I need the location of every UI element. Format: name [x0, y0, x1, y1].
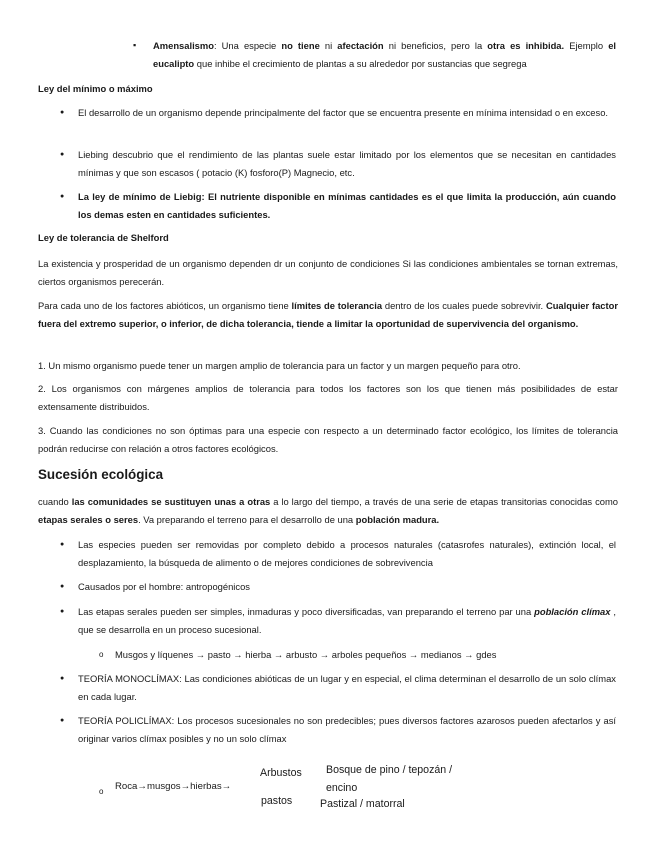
- text-run: Para cada uno de los factores abióticos, un organismo tiene: [38, 300, 292, 311]
- amensalismo-item: [153, 37, 616, 72]
- sucesion-item-3: [78, 603, 616, 638]
- succession-bosque: Bosque de pino / tepozán / encino: [326, 764, 453, 794]
- sucesion-item-1: Las especies pueden ser removidas por completo debido a procesos naturales (catasrofes naturales), extinción local, el desplazamiento, la búsqueda de alimento o de mejores condiciones de sobrevivencia: [78, 539, 616, 568]
- dot-bullet-icon: ●: [60, 583, 65, 590]
- text-run: no tiene: [281, 40, 320, 51]
- dot-bullet-icon: ●: [60, 109, 65, 116]
- circle-bullet-icon: o: [99, 650, 104, 659]
- text-run: : Una especie: [213, 40, 282, 51]
- dot-bullet-icon: ●: [60, 675, 65, 682]
- text-run: las comunidades se sustituyen unas a otras: [71, 496, 271, 507]
- text-run: que inhibe el crecimiento de plantas a su alrededor por sustancias que segrega: [194, 57, 527, 69]
- text-run: otra es inhibida.: [487, 40, 565, 51]
- succession-arbustos: Arbustos: [260, 767, 302, 779]
- heading-sucesion: Sucesión ecológica: [38, 467, 164, 482]
- sucesion-item-4: TEORÍA MONOCLÍMAX: Las condiciones abióticas de un lugar y en especial, el clima determinan el desarrollo de un solo clímax en cada lugar.: [78, 673, 616, 702]
- minimo-item-1: El desarrollo de un organismo depende principalmente del factor que se encuentra presente en mínima intensidad o en exceso.: [78, 107, 609, 118]
- text-run: etapas serales o seres: [38, 513, 139, 525]
- circle-bullet-icon: o: [99, 787, 104, 796]
- heading-ley-minimo: Ley del mínimo o máximo: [38, 83, 153, 94]
- minimo-item-3: La ley de mínimo de Liebig: El nutriente disponible en mínimas cantidades es el que limita la producción, aún cuando los demas esten en cantidades suficientes.: [78, 191, 616, 220]
- heading-shelford: Ley de tolerancia de Shelford: [38, 232, 169, 243]
- text-run: límites de tolerancia: [291, 300, 383, 311]
- shelford-numbered-2: 2. Los organismos con márgenes amplios de tolerancia para todos los factores son los que tienen más posibilidades de estar extensamente distribuidos.: [38, 383, 618, 412]
- shelford-paragraph-1: La existencia y prosperidad de un organismo dependen dr un conjunto de condiciones Si las condiciones ambientales se tornan extremas, ciertos organismos perecerán.: [38, 258, 618, 287]
- text-run: Ejemplo: [564, 40, 604, 51]
- sucesion-paragraph: [38, 493, 618, 528]
- text-run: ni beneficios, pero la: [383, 40, 488, 51]
- text-run: población madura.: [355, 513, 440, 525]
- shelford-paragraph-2: [38, 297, 618, 332]
- text-run: cuando: [38, 496, 72, 507]
- sucesion-item-5: TEORÍA POLICLÍMAX: Los procesos sucesionales no son predecibles; pues diversos factores azarosos pueden afectarlos y así originar varios clímax posibles y no un solo clímax: [78, 715, 616, 744]
- text-run: Las etapas serales pueden ser simples, inmaduras y poco diversificadas, van preparando el terreno par una: [78, 606, 535, 617]
- amensalismo-term: Amensalismo: [153, 40, 214, 51]
- shelford-numbered-1: 1. Un mismo organismo puede tener un margen amplio de tolerancia para un factor y un margen pequeño para otro.: [38, 360, 521, 371]
- text-run: , que se desarrolla en un proceso sucesional.: [78, 606, 616, 635]
- text-run: . Va preparando el terreno para el desarrollo de una: [138, 513, 356, 525]
- minimo-item-2: Liebing descubrio que el rendimiento de las plantas suele estar limitado por los elementos que se necesitan en cantidades mínimas y que son escasos ( potacio (K) fosforo(P) Magnecio, etc.: [78, 149, 616, 178]
- text-run: ni: [319, 40, 338, 51]
- dot-bullet-icon: ●: [60, 541, 65, 548]
- sucesion-subitem-1: Musgos y líquenes → pasto → hierba → arbusto → arboles pequeños → medianos → gdes: [115, 649, 497, 660]
- succession-pastizal: Pastizal / matorral: [320, 798, 405, 810]
- succession-pastos: pastos: [261, 795, 293, 807]
- text-run: Cualquier factor fuera del extremo superior, o inferior, de dicha tolerancia, tiende a limitar la oportunidad de supervivencia del organismo.: [38, 300, 619, 329]
- dot-bullet-icon: ●: [60, 193, 65, 200]
- text-run: el eucalipto: [153, 40, 617, 69]
- sucesion-item-2: Causados por el hombre: antropogénicos: [78, 581, 250, 592]
- text-run: dentro de los cuales puede sobrevivir.: [382, 300, 546, 311]
- dot-bullet-icon: ●: [60, 608, 65, 615]
- dot-bullet-icon: ●: [60, 151, 65, 158]
- succession-start: Roca→musgos→hierbas→: [115, 781, 232, 792]
- text-run: afectación: [337, 40, 384, 51]
- shelford-numbered-3: 3. Cuando las condiciones no son óptimas para una especie con respecto a un determinado factor ecológico, los límites de tolerancia podrán reducirse con relación a otros factores ecológicos.: [38, 425, 618, 454]
- text-run: a lo largo del tiempo, a través de una serie de etapas transitorias conocidas como: [270, 496, 618, 507]
- square-bullet-icon: ▪: [133, 40, 137, 50]
- text-run: población clímax: [534, 606, 611, 617]
- dot-bullet-icon: ●: [60, 717, 65, 724]
